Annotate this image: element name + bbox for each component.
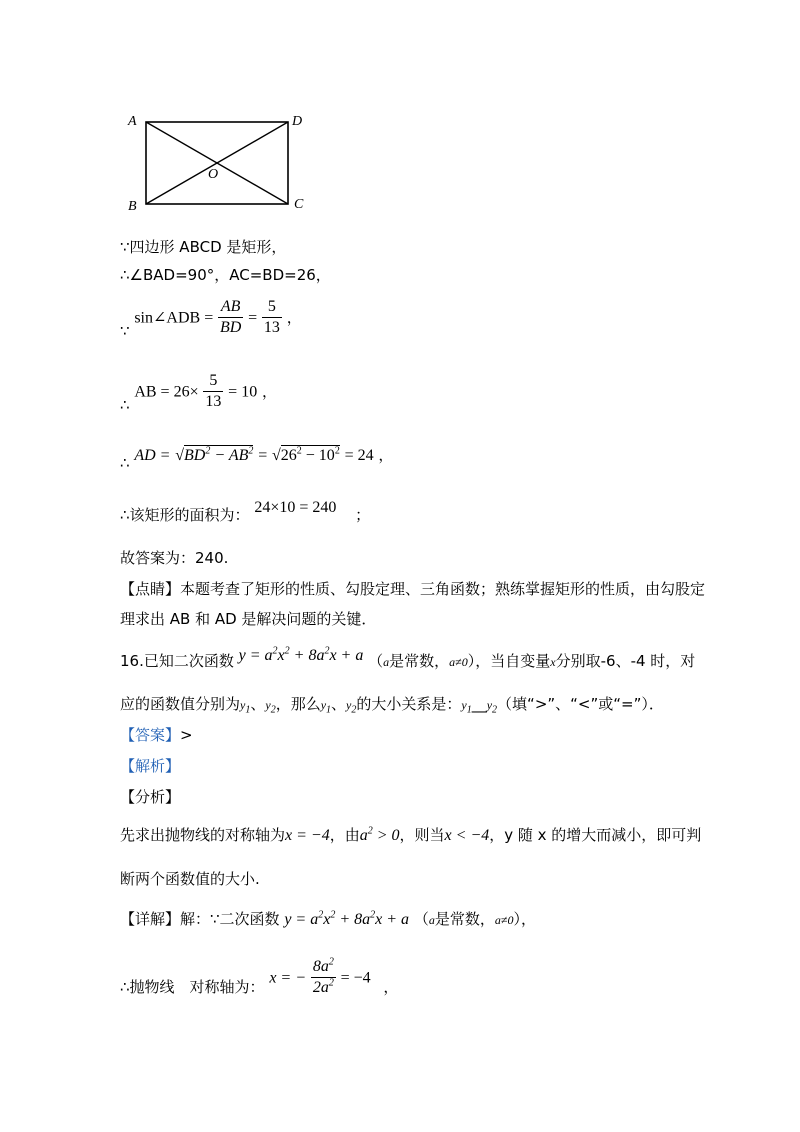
answer-tag: 【答案】 — [120, 726, 181, 744]
answer-value: > — [180, 726, 193, 744]
rectangle-abcd-figure — [120, 100, 320, 220]
vertex-c-label: C — [294, 197, 304, 212]
parabola-axis-line: ∴抛物线 对称轴为： x = − $\frac{8a^2}{2a^2}$ = −4 ， — [120, 956, 399, 997]
therefore-symbol: ∴ — [120, 396, 130, 415]
fraction-5-13: $\frac{5}{13}$ — [263, 298, 280, 337]
center-o-label: O — [208, 167, 219, 182]
fenxi-line2: 断两个函数值的大小. — [120, 870, 260, 888]
vertex-d-label: D — [292, 114, 303, 129]
fenxi-line1: 先求出抛物线的对称轴为x = −4，由$a^2 > 0$，则当x < −4，y 随 x 的增大而减小，即可判 — [120, 825, 702, 844]
line-sin-adb: ∵ sin∠ADB = $\frac{AB}{BD}$ = $\frac{5}{13}$ ， — [120, 298, 302, 341]
detail-line: 【详解】解：∵二次函数 $y = a^2x^2 + 8a^2x + a$ （a是常数，a≠0）， — [120, 909, 536, 928]
line-rectangle-premise: ∵四边形 ABCD 是矩形， — [120, 238, 287, 256]
line-angle-diagonals: ∴∠BAD=90°，AC=BD=26， — [120, 266, 331, 284]
analysis-tag: 【解析】 — [120, 757, 181, 775]
vertex-b-label: B — [128, 199, 137, 214]
sin-lhs: sin∠ADB = — [134, 309, 214, 327]
line-ab-value: ∴ AB = 26× $\frac{5}{13}$ = 10 ， — [120, 372, 277, 415]
fenxi-tag: 【分析】 — [120, 788, 181, 806]
fraction-ab-bd: $\frac{AB}{BD}$ — [220, 298, 242, 337]
problem16-line2: 应的函数值分别为$y_1$、$y_2$，那么$y_1$、$y_2$的大小关系是：$y_1\_\_y_2$（填“>”、“<”或“=”）． — [120, 695, 664, 716]
problem16-line1: 16.已知二次函数 $y = a^2x^2 + 8a^2x + a$ （a是常数，a≠0），当自变量x分别取-6、-4 时，对 — [120, 645, 696, 670]
answer-line-15: 故答案为：240. — [120, 549, 229, 567]
fraction-axis: $\frac{8a^2}{2a^2}$ — [312, 956, 334, 997]
because-symbol: ∵ — [120, 322, 130, 341]
comment-line-1: 【点睛】本题考查了矩形的性质、勾股定理、三角函数；熟练掌握矩形的性质，由勾股定 — [120, 580, 706, 598]
line-ad-value: ∴ AD = $√BD^2 - AB^2 = √26^2 - 10^2 = 24$ ， — [120, 445, 394, 472]
comment-line-2: 理求出 AB 和 AD 是解决问题的关键． — [120, 610, 377, 628]
answer16-line — [120, 728, 193, 743]
line-area: ∴该矩形的面积为： 24×10 = 240 ； — [120, 499, 371, 524]
vertex-a-label: A — [128, 114, 137, 129]
